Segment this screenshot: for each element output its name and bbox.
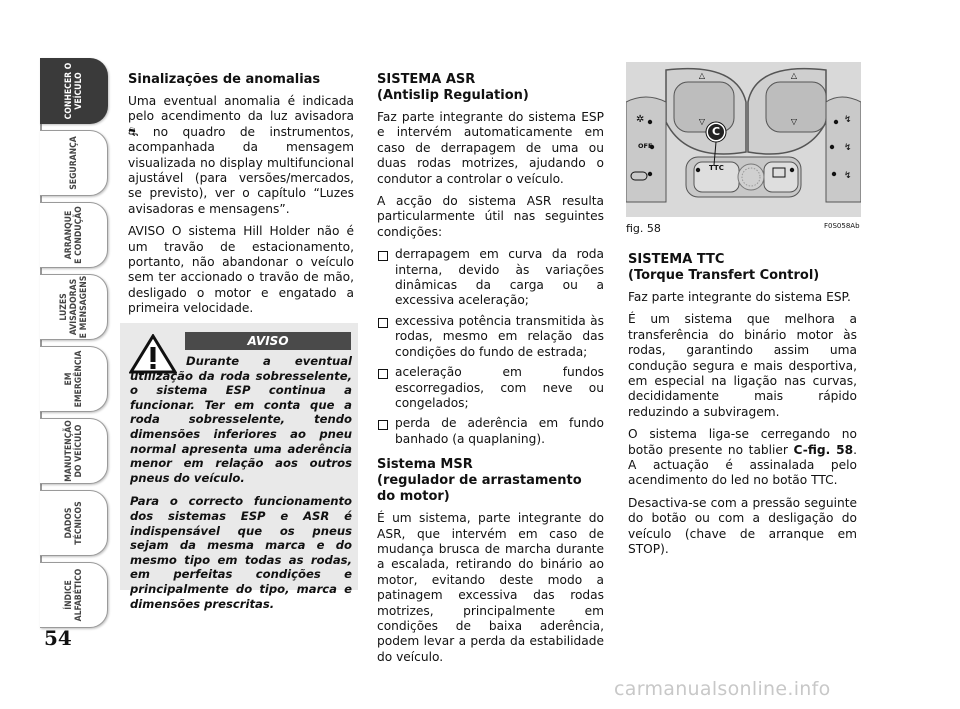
tab-seguranca[interactable]	[40, 130, 108, 196]
figure-code: F0S058Ab	[824, 222, 860, 230]
climate-panel-illustration	[626, 62, 861, 217]
tab-label: SEGURANÇA	[68, 136, 79, 190]
svg-text:△: △	[698, 71, 706, 80]
off-label: OFF	[638, 142, 653, 150]
list-item: perda de aderência em fundo banhado (a quaplaning).	[377, 416, 604, 447]
tab-label: MANUTENÇÃO DO VEÍCULO	[63, 420, 84, 482]
warning-text	[130, 354, 352, 620]
paragraph: Desactiva-se com a pressão seguinte do botão ou com a desligação do veículo (chave de arranque em STOP).	[628, 495, 857, 557]
heading-asr-sub: (Antislip Regulation)	[377, 88, 529, 103]
tab-label: EM EMERGÊNCIA	[63, 350, 84, 408]
heading-msr-sub: (regulador de arrastamento	[377, 473, 582, 489]
paragraph: Faz parte integrante do sistema ESP e intervém automaticamente em caso de derrapagem de uma ou duas rodas motrizes, ajudando o condutor a controlar o veículo.	[377, 110, 604, 186]
tab-label: ÍNDICE ALFABÉTICO	[63, 568, 84, 622]
tab-conhecer-o-veiculo[interactable]	[40, 58, 108, 124]
chapter-sidebar	[40, 58, 108, 634]
paragraph: Faz parte integrante do sistema ESP.	[628, 290, 851, 304]
paragraph: É um sistema, parte integrante do ASR, que intervém em caso de mudança brusca de marcha durante a escalada, retirando do binário ao motor, evitando deste modo a patinagem excessiva das rodas motrizes, principalmente em condições de baixa aderência, podem levar a perda da estabilidade do veículo.	[377, 511, 604, 664]
paragraph: Uma eventual anomalia é indicada pelo acendimento da luz avisadora ⛐ no quadro de instrumentos, acompanhada da mensagem visualizada no display multifuncional ajustável (para versões/mercados, se previsto), ver o capítulo “Luzes avisadoras e mensagens”.	[128, 94, 354, 216]
column-right	[628, 252, 857, 565]
paragraph: É um sistema que melhora a transferência do binário motor às rodas, garantindo assim uma condução segura e mais desportiva, em especial na ligação nas curvas, decididamente mais rápido reduzindo a subviragem.	[628, 312, 857, 419]
paragraph: A acção do sistema ASR resulta particularmente útil nas seguintes condições:	[377, 194, 604, 239]
heading-asr: SISTEMA ASR	[377, 72, 476, 87]
heading-ttc: SISTEMA TTC	[628, 252, 725, 267]
svg-text:✲: ✲	[636, 114, 645, 125]
paragraph	[628, 427, 857, 489]
ttc-label: TTC	[709, 164, 724, 172]
tab-dados-tecnicos[interactable]	[40, 490, 108, 556]
footer-url: carmanualsonline.info	[614, 678, 831, 700]
svg-text:▽: ▽	[790, 117, 798, 126]
svg-text:↯: ↯	[844, 115, 852, 125]
tab-em-emergencia[interactable]	[40, 346, 108, 412]
tab-luzes-avisadoras[interactable]	[40, 274, 108, 340]
page-number: 54	[44, 626, 72, 650]
svg-text:▽: ▽	[698, 117, 706, 126]
text-run: . A actuação é assinalada pelo acendimento do led no botão TTC.	[628, 442, 857, 488]
list-item: aceleração em fundos escorregadios, com neve ou congelados;	[377, 365, 604, 411]
tab-manutencao[interactable]	[40, 418, 108, 484]
warning-title: AVISO	[185, 332, 351, 350]
tab-arranque-e-conducao[interactable]	[40, 202, 108, 268]
dashboard-figure	[626, 62, 861, 217]
tab-label: DADOS TÉCNICOS	[63, 501, 84, 545]
heading-msr: Sistema MSR	[377, 457, 473, 473]
heading-anomalias: Sinalizações de anomalias	[128, 72, 321, 87]
list-item: derrapagem em curva da roda interna, devido às variações dinâmicas da carga ou a excessiva aceleração;	[377, 247, 604, 309]
svg-text:↯: ↯	[844, 171, 852, 181]
figure-caption: fig. 58	[626, 222, 661, 235]
tab-label: CONHECER O VEÍCULO	[63, 62, 84, 120]
warning-paragraph: Durante a eventual utilização da roda sobresselente, o sistema ESP continua a funcionar. Ter em conta que a roda sobresselente, tendo dimensões inferiores ao pneu normal apresenta uma aderência menor em relação aos outros pneus do veículo.	[130, 354, 352, 485]
heading-ttc-sub: (Torque Transfert Control)	[628, 268, 820, 283]
column-left	[128, 72, 354, 324]
heading-msr-sub2: do motor)	[377, 489, 450, 505]
text-run: O sistema liga-se cerregando no botão presente no tablier	[628, 427, 857, 457]
list-item: excessiva potência transmitida às rodas, mesmo em relação das condições do fundo de estrada;	[377, 314, 604, 360]
svg-text:△: △	[790, 71, 798, 80]
tab-label: ARRANQUE E CONDUÇÃO	[63, 206, 84, 264]
callout-c-label: C	[711, 125, 721, 138]
figure-reference: C-fig. 58	[793, 442, 854, 457]
bullet-list	[377, 247, 604, 447]
tab-indice-alfabetico[interactable]	[40, 562, 108, 628]
svg-text:↯: ↯	[844, 143, 852, 153]
paragraph: AVISO O sistema Hill Holder não é um travão de estacionamento, portanto, não abandonar o veículo sem ter accionado o travão de mão, desligado o motor e engatado a primeira velocidade.	[128, 224, 354, 316]
tab-label: LUZES AVISADORAS E MENSAGENS	[58, 275, 89, 339]
column-middle	[377, 72, 604, 672]
warning-paragraph: Para o correcto funcionamento dos sistemas ESP e ASR é indispensável que os pneus sejam da mesma marca e do mesmo tipo em todas as rodas, em perfeitas condições e principalmente do tipo, marca e dimensões prescritas.	[130, 494, 352, 611]
